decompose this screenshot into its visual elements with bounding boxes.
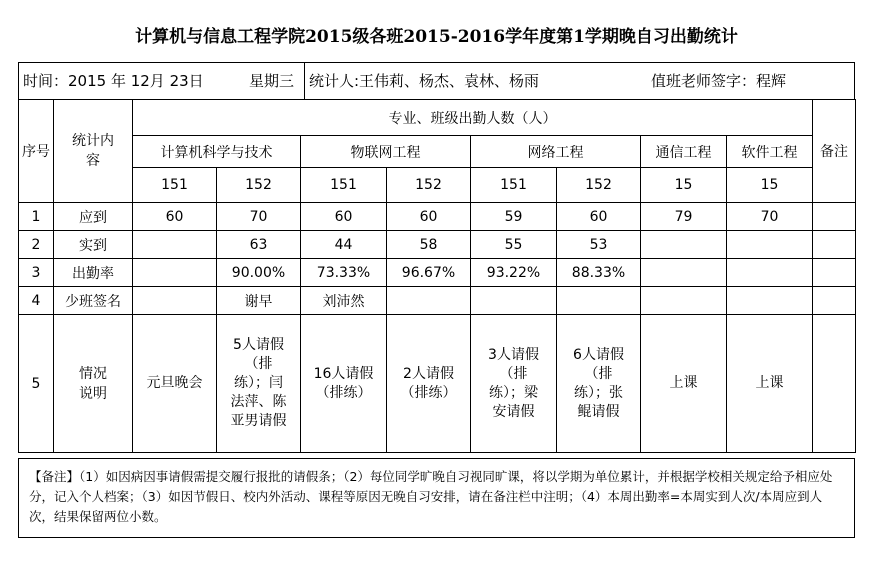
table-cell: 60 xyxy=(301,203,387,231)
table-cell: 59 xyxy=(471,203,557,231)
info-divider xyxy=(304,63,305,99)
major-header: 通信工程 xyxy=(641,136,727,168)
class-header: 152 xyxy=(557,168,641,203)
row-label: 出勤率 xyxy=(54,259,133,287)
row-label: 实到 xyxy=(54,231,133,259)
table-cell: 上课 xyxy=(727,315,813,453)
major-header: 软件工程 xyxy=(727,136,813,168)
remark-cell xyxy=(813,315,856,453)
table-cell: 谢早 xyxy=(217,287,301,315)
remark-cell xyxy=(813,259,856,287)
table-cell: 元旦晚会 xyxy=(133,315,217,453)
table-cell: 63 xyxy=(217,231,301,259)
table-cell: 73.33% xyxy=(301,259,387,287)
weekday-field: 星期三 xyxy=(249,72,295,90)
row-number: 1 xyxy=(19,203,54,231)
table-cell: 2人请假（排练） xyxy=(387,315,471,453)
major-header: 网络工程 xyxy=(471,136,641,168)
class-header: 151 xyxy=(301,168,387,203)
table-cell: 3人请假（排练）；梁安请假 xyxy=(471,315,557,453)
remark-cell xyxy=(813,287,856,315)
page-title: 计算机与信息工程学院2015级各班2015-2016学年度第1学期晚自习出勤统计 xyxy=(135,27,738,47)
table-cell xyxy=(471,287,557,315)
table-cell: 6人请假（排练）；张鲲请假 xyxy=(557,315,641,453)
statisticians-field: 统计人:王伟莉、杨杰、袁林、杨雨 xyxy=(309,72,540,90)
row-number: 5 xyxy=(19,315,54,453)
class-header: 151 xyxy=(133,168,217,203)
table-cell: 5人请假（排练）；闫法萍、陈亚男请假 xyxy=(217,315,301,453)
table-cell: 96.67% xyxy=(387,259,471,287)
table-cell xyxy=(387,287,471,315)
group-header: 专业、班级出勤人数（人） xyxy=(133,100,813,136)
table-cell: 44 xyxy=(301,231,387,259)
row-number: 3 xyxy=(19,259,54,287)
table-cell: 60 xyxy=(133,203,217,231)
remark-cell xyxy=(813,231,856,259)
table-cell: 70 xyxy=(727,203,813,231)
table-cell xyxy=(727,287,813,315)
major-header: 计算机科学与技术 xyxy=(133,136,301,168)
class-header: 151 xyxy=(471,168,557,203)
table-cell: 60 xyxy=(557,203,641,231)
seq-header: 序号 xyxy=(19,100,54,203)
table-cell xyxy=(641,287,727,315)
row-number: 2 xyxy=(19,231,54,259)
class-header: 152 xyxy=(387,168,471,203)
teacher-signature-field: 值班老师签字：程辉 xyxy=(651,72,787,90)
table-cell: 16人请假（排练） xyxy=(301,315,387,453)
class-header: 15 xyxy=(641,168,727,203)
table-cell: 60 xyxy=(387,203,471,231)
date-field: 时间：2015 年 12月 23日 xyxy=(23,72,204,90)
table-cell: 90.00% xyxy=(217,259,301,287)
table-cell xyxy=(727,231,813,259)
table-cell xyxy=(133,231,217,259)
table-cell xyxy=(557,287,641,315)
table-cell xyxy=(727,259,813,287)
table-cell: 93.22% xyxy=(471,259,557,287)
table-cell: 53 xyxy=(557,231,641,259)
table-cell: 58 xyxy=(387,231,471,259)
remark-header: 备注 xyxy=(813,100,856,203)
table-cell: 55 xyxy=(471,231,557,259)
attendance-table xyxy=(18,99,856,453)
row-number: 4 xyxy=(19,287,54,315)
note-box: 【备注】（1）如因病因事请假需提交履行报批的请假条；（2）每位同学旷晚自习视同旷课，将以学期为单位累计，并根据学校相关规定给予相应处分，记入个人档案；（3）如因节假日、校内外活动、课程等原因无晚自习安排，请在备注栏中注明；（4）本周出勤率=本周实到人次/本周应到人次，结果保留两位小数。 xyxy=(18,458,855,538)
table-cell: 上课 xyxy=(641,315,727,453)
class-header: 152 xyxy=(217,168,301,203)
table-cell: 88.33% xyxy=(557,259,641,287)
table-cell: 70 xyxy=(217,203,301,231)
info-bar xyxy=(18,62,855,100)
row-label: 应到 xyxy=(54,203,133,231)
row-label: 少班签名 xyxy=(54,287,133,315)
table-cell: 79 xyxy=(641,203,727,231)
major-header: 物联网工程 xyxy=(301,136,471,168)
table-cell: 刘沛然 xyxy=(301,287,387,315)
table-cell xyxy=(133,259,217,287)
content-header: 统计内容 xyxy=(54,100,133,203)
remark-cell xyxy=(813,203,856,231)
class-header: 15 xyxy=(727,168,813,203)
row-label: 情况说明 xyxy=(54,315,133,453)
table-cell xyxy=(641,259,727,287)
table-cell xyxy=(641,231,727,259)
table-cell xyxy=(133,287,217,315)
